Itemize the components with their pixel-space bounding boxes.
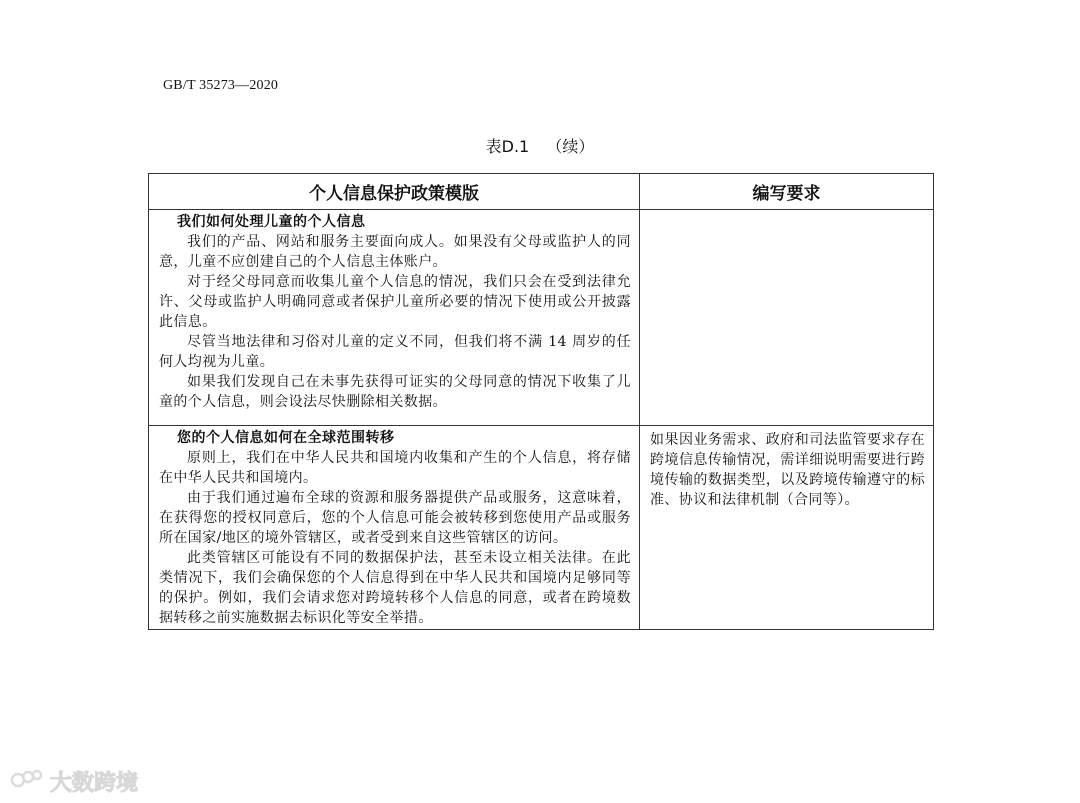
- watermark: [10, 766, 138, 797]
- paragraph: 尽管当地法律和习俗对儿童的定义不同，但我们将不满 14 周岁的任何人均视为儿童。: [159, 334, 631, 370]
- requirement-text: 如果因业务需求、政府和司法监管要求存在跨境信息传输情况，需详细说明需要进行跨境传输的数据类型，以及跨境传输遵守的标准、协议和法律机制（合同等）。: [650, 432, 925, 508]
- template-cell: [149, 426, 640, 630]
- paragraph: 原则上，我们在中华人民共和国境内收集和产生的个人信息，将存储在中华人民共和国境内。: [159, 450, 631, 486]
- table-title-suffix: （续）: [546, 137, 595, 156]
- logo-icon: [10, 767, 44, 797]
- table-title-label: 表D.1: [485, 137, 530, 156]
- requirement-cell: [640, 210, 934, 426]
- table-row: [149, 210, 934, 426]
- section-heading: 您的个人信息如何在全球范围转移: [177, 430, 395, 446]
- requirement-text: [650, 212, 925, 214]
- policy-table: [148, 173, 934, 630]
- paragraph: 此类管辖区可能设有不同的数据保护法，甚至未设立相关法律。在此类情况下，我们会确保您的个人信息得到在中华人民共和国境内足够同等的保护。例如，我们会请求您对跨境转移个人信息的同意，或者在跨境数据转移之前实施数据去标识化等安全举措。: [159, 550, 631, 626]
- standard-code: GB/T 35273—2020: [163, 78, 279, 93]
- paragraph: 由于我们通过遍布全球的资源和服务器提供产品或服务，这意味着，在获得您的授权同意后，您的个人信息可能会被转移到您使用产品或服务所在国家/地区的境外管辖区，或者受到来自这些管辖区的访问。: [159, 490, 631, 546]
- template-cell: [149, 210, 640, 426]
- requirement-cell: [640, 426, 934, 630]
- section-heading: 我们如何处理儿童的个人信息: [177, 214, 366, 230]
- col-header-template: 个人信息保护政策模版: [149, 174, 640, 210]
- paragraph: 如果我们发现自己在未事先获得可证实的父母同意的情况下收集了儿童的个人信息，则会设法尽快删除相关数据。: [159, 374, 631, 410]
- watermark-text: 大数跨境: [50, 771, 139, 796]
- table-row: [149, 426, 934, 630]
- col-header-requirements: 编写要求: [640, 174, 934, 210]
- table-header-row: [149, 174, 934, 210]
- paragraph: 我们的产品、网站和服务主要面向成人。如果没有父母或监护人的同意，儿童不应创建自己的个人信息主体账户。: [159, 234, 631, 270]
- table-title: [0, 134, 1080, 157]
- paragraph: 对于经父母同意而收集儿童个人信息的情况，我们只会在受到法律允许、父母或监护人明确同意或者保护儿童所必要的情况下使用或公开披露此信息。: [159, 274, 631, 330]
